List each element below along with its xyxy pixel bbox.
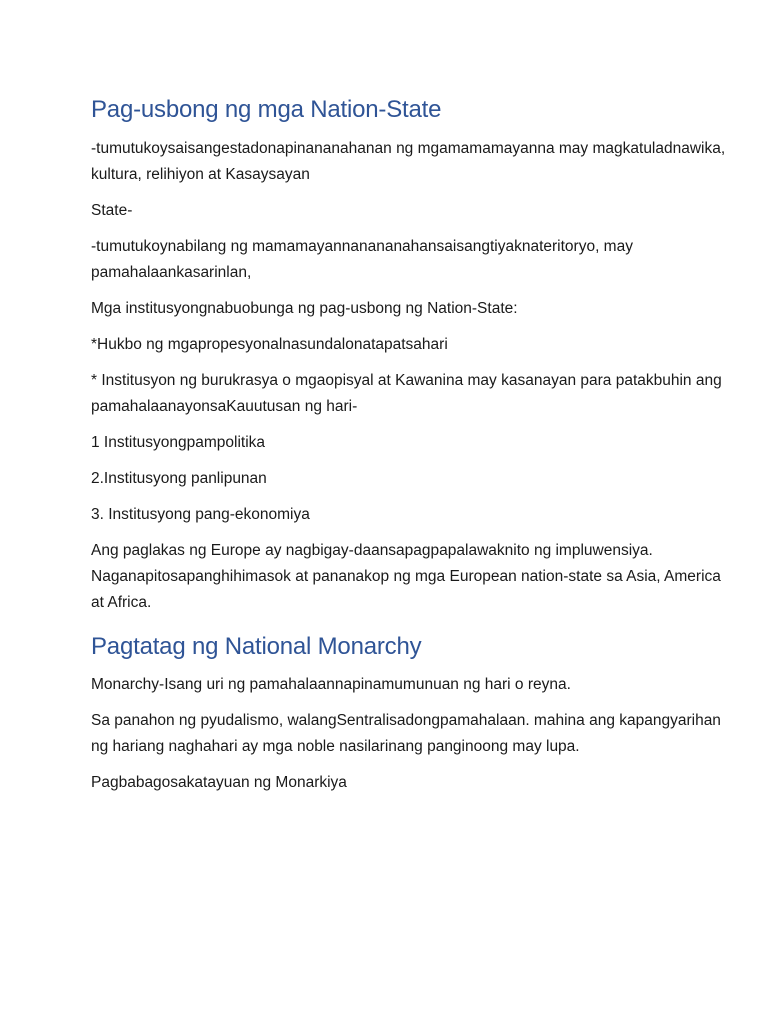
document-body [91,94,731,796]
paragraph-army-item: *Hukbo ng mgapropesyonalnasundalonatapatsahari [91,336,448,353]
list-item-political: 1 Institusyongpampolitika [91,434,266,451]
paragraph-nation-state-definition: -tumutukoysaisangestadonapinananahanan ng mgamamamayanna may magkatuladnawika, kultura, relihiyon at Kasaysayan [91,140,726,183]
paragraph-monarchy-change: Pagbabagosakatayuan ng Monarkiya [91,774,347,791]
paragraph-monarchy-definition: Monarchy-Isang uri ng pamahalaannapinamumunuan ng hari o reyna. [91,676,571,693]
paragraph-state-label: State- [91,202,133,219]
list-item-economic: 3. Institusyong pang-ekonomiya [91,506,310,523]
section-heading-nation-state: Pag-usbong ng mga Nation-State [91,96,442,123]
list-item-social: 2.Institusyong panlipunan [91,470,267,487]
paragraph-bureaucracy-item: * Institusyon ng burukrasya o mgaopisyal at Kawanina may kasanayan para patakbuhin ang pamahalaanayonsaKauutusan ng hari- [91,372,722,415]
paragraph-feudalism: Sa panahon ng pyudalismo, walangSentralisadongpamahalaan. mahina ang kapangyarihan ng hariang naghahari ay mga noble nasilarinang panginoong may lupa. [91,712,721,755]
paragraph-europe-expansion: Ang paglakas ng Europe ay nagbigay-daansapagpapalawaknito ng impluwensiya. Naganapitosapanghihimasok at pananakop ng mga European nation-state sa Asia, America at Africa. [91,542,721,611]
paragraph-institutions-intro: Mga institusyongnabuobunga ng pag-usbong ng Nation-State: [91,300,518,317]
paragraph-state-definition: -tumutukoynabilang ng mamamayannanananahansaisangtiyaknateritoryo, may pamahalaankasarinlan, [91,238,633,281]
section-heading-national-monarchy: Pagtatag ng National Monarchy [91,633,422,660]
